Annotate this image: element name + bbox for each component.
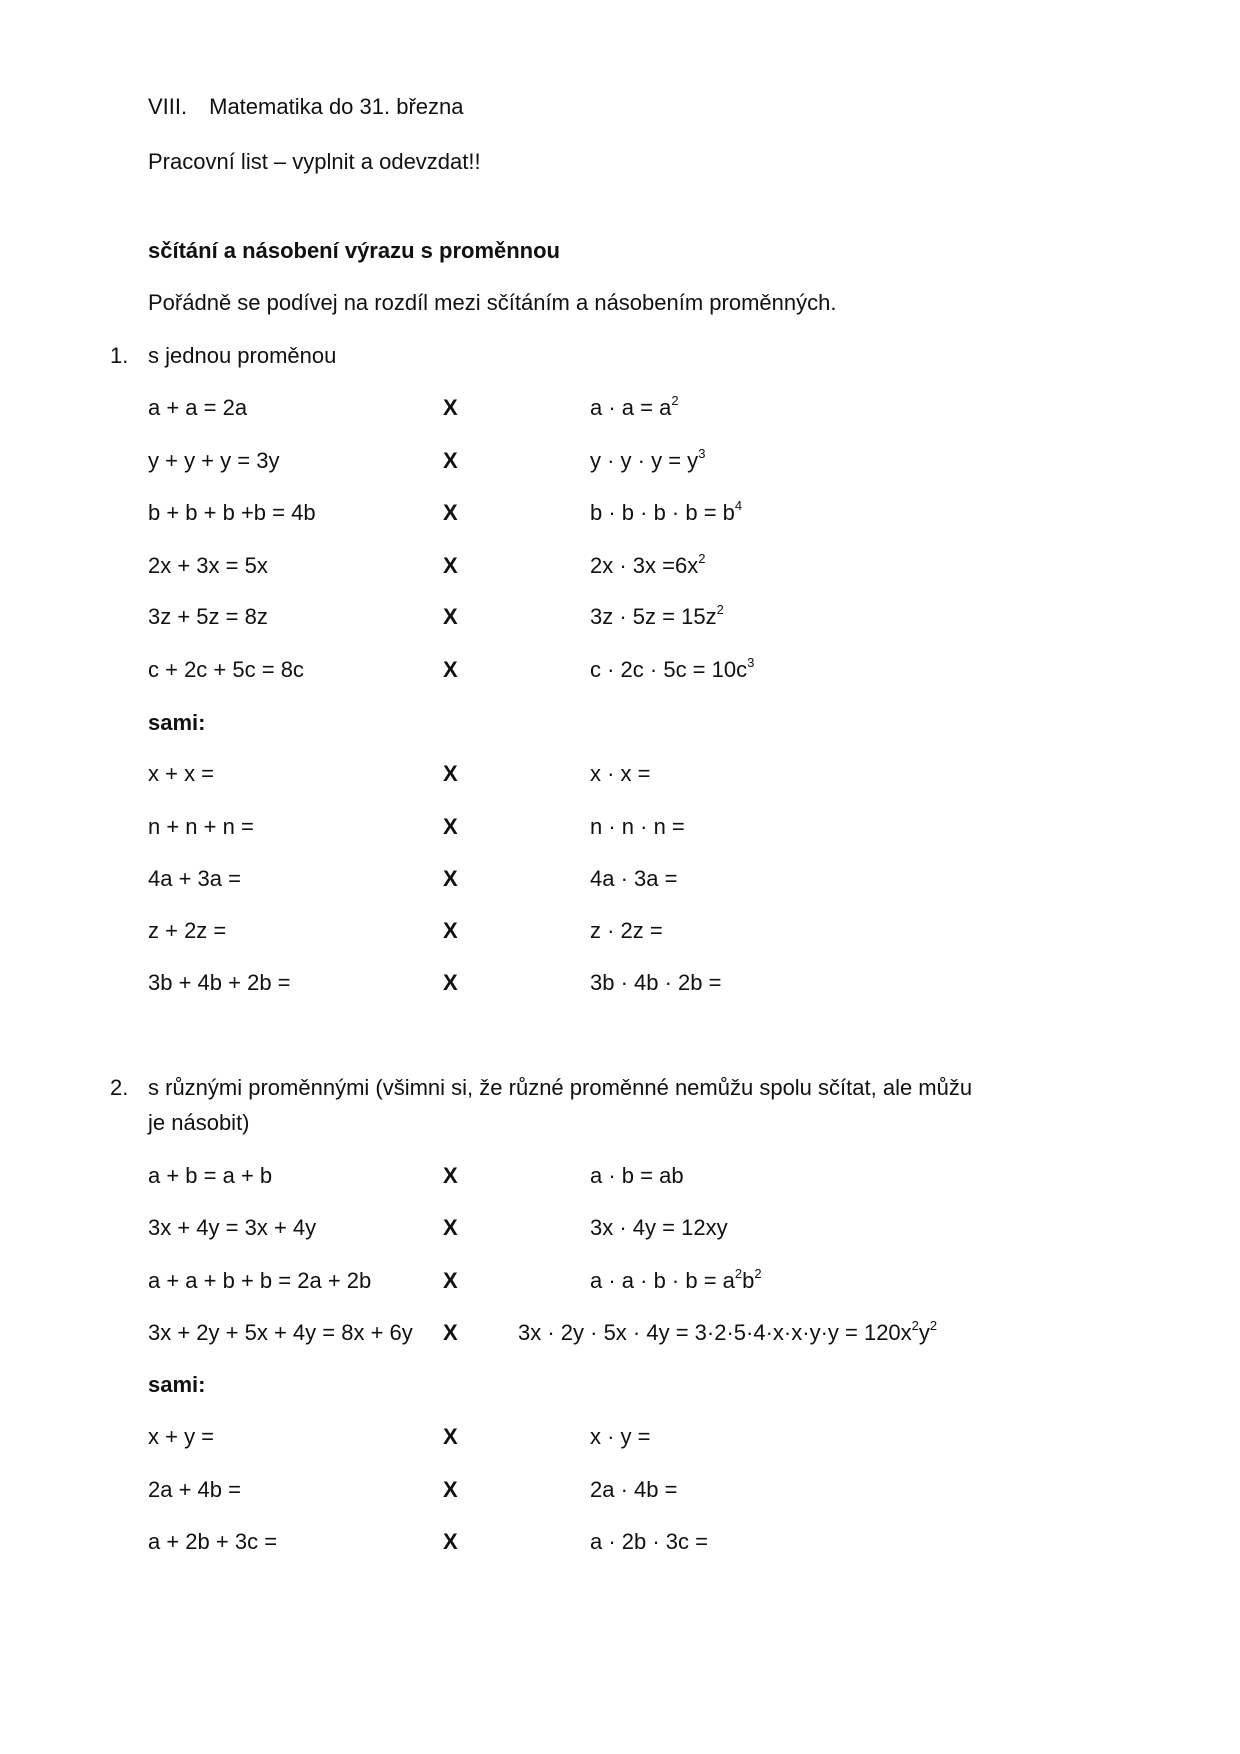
addition-exercise: z + 2z = (148, 918, 227, 943)
part1-title: s jednou proměnou (148, 343, 337, 368)
addition-exercise: 3b + 4b + 2b = (148, 970, 291, 995)
title-number: VIII. (148, 94, 188, 119)
example-row (0, 550, 1240, 579)
exercise-row (0, 1477, 1240, 1503)
example-row (0, 497, 1240, 526)
part2-title-line2: je násobit) (148, 1110, 250, 1135)
multiplication-expression: $3x \cdot 2y \cdot 5x \cdot 4y = 3\cdot 2\cdot 5\cdot 4\cdot x\cdot x\cdot y\cdot y = 120x^2y^2$ (518, 1317, 938, 1345)
addition-expression: 3x + 2y + 5x + 4y = 8x + 6y (148, 1320, 413, 1345)
addition-expression: c + 2c + 5c = 8c (148, 657, 304, 682)
multiplication-exercise: 2a · 4b = (590, 1477, 678, 1502)
title-text: Matematika do 31. března (209, 94, 464, 119)
addition-exercise: n + n + n = (148, 814, 254, 839)
exercise-row (0, 918, 1240, 944)
example-row (0, 1317, 1240, 1346)
exercise-row (0, 866, 1240, 892)
exponent: 2 (911, 1317, 919, 1333)
section-heading: sčítání a násobení výrazu s proměnnou (148, 238, 560, 263)
addition-expression: a + a = 2a (148, 395, 248, 420)
document-subtitle: Pracovní list – vyplnit a odevzdat!! (148, 149, 481, 174)
exponent: 2 (671, 392, 679, 408)
exercise-label: sami: (148, 710, 206, 735)
exponent: 2 (754, 1265, 762, 1281)
multiplication-exercise: z · 2z = (590, 918, 663, 943)
exponent: 2 (698, 550, 706, 566)
separator-x: X (443, 1163, 458, 1188)
separator-x: X (443, 1215, 458, 1240)
exercise-label: sami: (148, 1372, 206, 1397)
part2-title-line1: s různými proměnnými (všimni si, že různé proměnné nemůžu spolu sčítat, ale můžu (148, 1075, 973, 1100)
exponent: 3 (698, 445, 706, 461)
exponent: 4 (734, 497, 743, 513)
addition-exercise: x + y = (148, 1424, 215, 1449)
multiplication-exercise: x · y = (590, 1424, 651, 1449)
separator-x: X (443, 1529, 458, 1554)
exercise-row (0, 1424, 1240, 1450)
example-row (0, 1163, 1240, 1189)
separator-x: X (443, 1320, 458, 1345)
exercise-row (0, 814, 1240, 840)
addition-exercise: 2a + 4b = (148, 1477, 241, 1502)
example-row (0, 392, 1240, 421)
exponent: 2 (929, 1317, 938, 1333)
addition-expression: 3x + 4y = 3x + 4y (148, 1215, 317, 1240)
addition-expression: a + a + b + b = 2a + 2b (148, 1268, 372, 1293)
addition-exercise: 4a + 3a = (148, 866, 241, 891)
exponent: 2 (716, 601, 724, 617)
example-row (0, 601, 1240, 630)
example-row (0, 1215, 1240, 1241)
addition-expression: y + y + y = 3y (148, 448, 280, 473)
multiplication-expression: $3z \cdot 5z = 15z^2$ (590, 601, 724, 629)
part2-number: 2. (110, 1075, 129, 1100)
addition-expression: 3z + 5z = 8z (148, 604, 268, 629)
exponent: 2 (734, 1265, 743, 1281)
multiplication-expression: $2x \cdot 3x =6x^2$ (590, 550, 706, 578)
addition-exercise: a + 2b + 3c = (148, 1529, 278, 1554)
addition-expression: b + b + b +b = 4b (148, 500, 316, 525)
multiplication-expression: 3x · 4y = 12xy (590, 1215, 728, 1240)
separator-x: X (443, 866, 458, 891)
multiplication-expression: a · b = ab (590, 1163, 684, 1188)
part1-number: 1. (110, 343, 129, 368)
example-row (0, 1265, 1240, 1294)
separator-x: X (443, 500, 458, 525)
document-title (148, 94, 464, 120)
separator-x: X (443, 1424, 458, 1449)
multiplication-exercise: 3b · 4b · 2b = (590, 970, 722, 995)
addition-expression: 2x + 3x = 5x (148, 553, 268, 578)
multiplication-exercise: 4a · 3a = (590, 866, 678, 891)
exercise-row (0, 970, 1240, 996)
multiplication-expression: $a \cdot a \cdot b \cdot b = a^2b^2$ (590, 1265, 762, 1293)
separator-x: X (443, 604, 458, 629)
separator-x: X (443, 657, 458, 682)
multiplication-exercise: a · 2b · 3c = (590, 1529, 709, 1554)
separator-x: X (443, 918, 458, 943)
exponent: 3 (747, 654, 755, 670)
separator-x: X (443, 814, 458, 839)
exercise-row (0, 1529, 1240, 1555)
multiplication-expression: $c \cdot 2c \cdot 5c = 10c^3$ (590, 654, 755, 682)
multiplication-exercise: n · n · n = (590, 814, 685, 839)
multiplication-expression: $b \cdot b \cdot b \cdot b = b^4$ (590, 497, 743, 525)
section-intro: Pořádně se podívej na rozdíl mezi sčítáním a násobením proměnných. (148, 290, 837, 315)
multiplication-expression: $y \cdot y \cdot y = y^3$ (590, 445, 706, 473)
separator-x: X (443, 1268, 458, 1293)
addition-expression: a + b = a + b (148, 1163, 273, 1188)
example-row (0, 445, 1240, 474)
exercise-row (0, 761, 1240, 787)
separator-x: X (443, 448, 458, 473)
multiplication-expression: $a \cdot a = a^2$ (590, 392, 679, 420)
multiplication-exercise: x · x = (590, 761, 651, 786)
separator-x: X (443, 761, 458, 786)
example-row (0, 654, 1240, 683)
separator-x: X (443, 1477, 458, 1502)
separator-x: X (443, 395, 458, 420)
addition-exercise: x + x = (148, 761, 215, 786)
separator-x: X (443, 553, 458, 578)
separator-x: X (443, 970, 458, 995)
